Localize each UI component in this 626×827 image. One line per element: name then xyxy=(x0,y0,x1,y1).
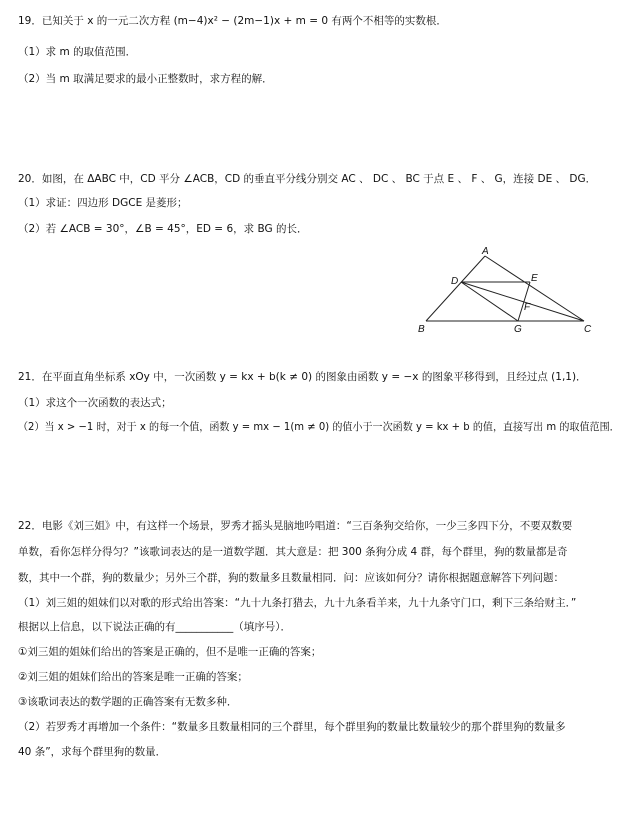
q20-part1: （1）求证：四边形 DGCE 是菱形； xyxy=(18,197,188,209)
q22-option-3: ③该歌词表达的数学题的正确答案有无数多种． xyxy=(18,696,238,708)
q21-part1: （1）求这个一次函数的表达式； xyxy=(18,397,172,409)
q22-line-9: （2）若罗秀才再增加一个条件：“数量多且数量相同的三个群里，每个群里狗的数量比数量较少的那个群里狗的数量多 xyxy=(18,721,566,733)
label-A: A xyxy=(482,246,489,257)
label-C: C xyxy=(584,324,592,334)
q19-stem: 19．已知关于 x 的一元二次方程 (m−4)x² − (2m−1)x + m = 0 有两个不相等的实数根． xyxy=(18,15,447,27)
segment-AC xyxy=(485,256,584,321)
label-D: D xyxy=(451,276,459,287)
q22-line-3: 数，其中一个群，狗的数量少；另外三个群，狗的数量多且数量相同．问：应该如何分？请你根据题意解答下列问题： xyxy=(18,572,564,584)
q22-line-1: 22．电影《刘三姐》中，有这样一个场景，罗秀才摇头晃脑地吟唱道：“三百条狗交给你，一少三多四下分，不要双数要 xyxy=(18,520,573,532)
q22-line-2: 单数，看你怎样分得匀？”该歌词表达的是一道数学题．其大意是：把 300 条狗分成 4 群，每个群里，狗的数量都是奇 xyxy=(18,546,568,558)
segment-DG xyxy=(461,282,518,321)
segment-AB xyxy=(426,256,485,321)
q22-line-4: （1）刘三姐的姐妹们以对歌的形式给出答案：“九十九条打猎去，九十九条看羊来，九十九条守门口，剩下三条给财主．” xyxy=(18,597,577,609)
q22-option-1: ①刘三姐的姐妹们给出的答案是正确的，但不是唯一正确的答案； xyxy=(18,646,322,658)
q20-stem: 20．如图，在 ΔABC 中，CD 平分 ∠ACB，CD 的垂直平分线分别交 AC 、 DC 、 BC 于点 E 、 F 、 G，连接 DE 、 DG． xyxy=(18,173,597,185)
label-B: B xyxy=(418,324,425,334)
triangle-diagram xyxy=(418,246,598,334)
q22-line-5: 根据以上信息，以下说法正确的有___________（填序号）． xyxy=(18,621,291,633)
q20-geometry-figure xyxy=(418,246,598,334)
q21-part2: （2）当 x > −1 时，对于 x 的每一个值，函数 y = mx − 1(m ≠ 0) 的值小于一次函数 y = kx + b 的值，直接写出 m 的取值范围． xyxy=(18,421,620,433)
q22-line-10: 40 条”，求每个群里狗的数量． xyxy=(18,746,167,758)
q21-stem: 21．在平面直角坐标系 xOy 中，一次函数 y = kx + b(k ≠ 0) 的图象由函数 y = −x 的图象平移得到，且经过点 (1,1)． xyxy=(18,371,587,383)
q19-part2: （2）当 m 取满足要求的最小正整数时，求方程的解． xyxy=(18,73,273,85)
label-E: E xyxy=(531,273,538,284)
segment-DC xyxy=(461,282,584,321)
q22-option-2: ②刘三姐的姐妹们给出的答案是唯一正确的答案； xyxy=(18,671,248,683)
label-F: F xyxy=(524,302,531,313)
q20-part2: （2）若 ∠ACB = 30°，∠B = 45°，ED = 6，求 BG 的长． xyxy=(18,223,308,235)
q19-part1: （1）求 m 的取值范围． xyxy=(18,46,137,58)
label-G: G xyxy=(514,324,522,334)
